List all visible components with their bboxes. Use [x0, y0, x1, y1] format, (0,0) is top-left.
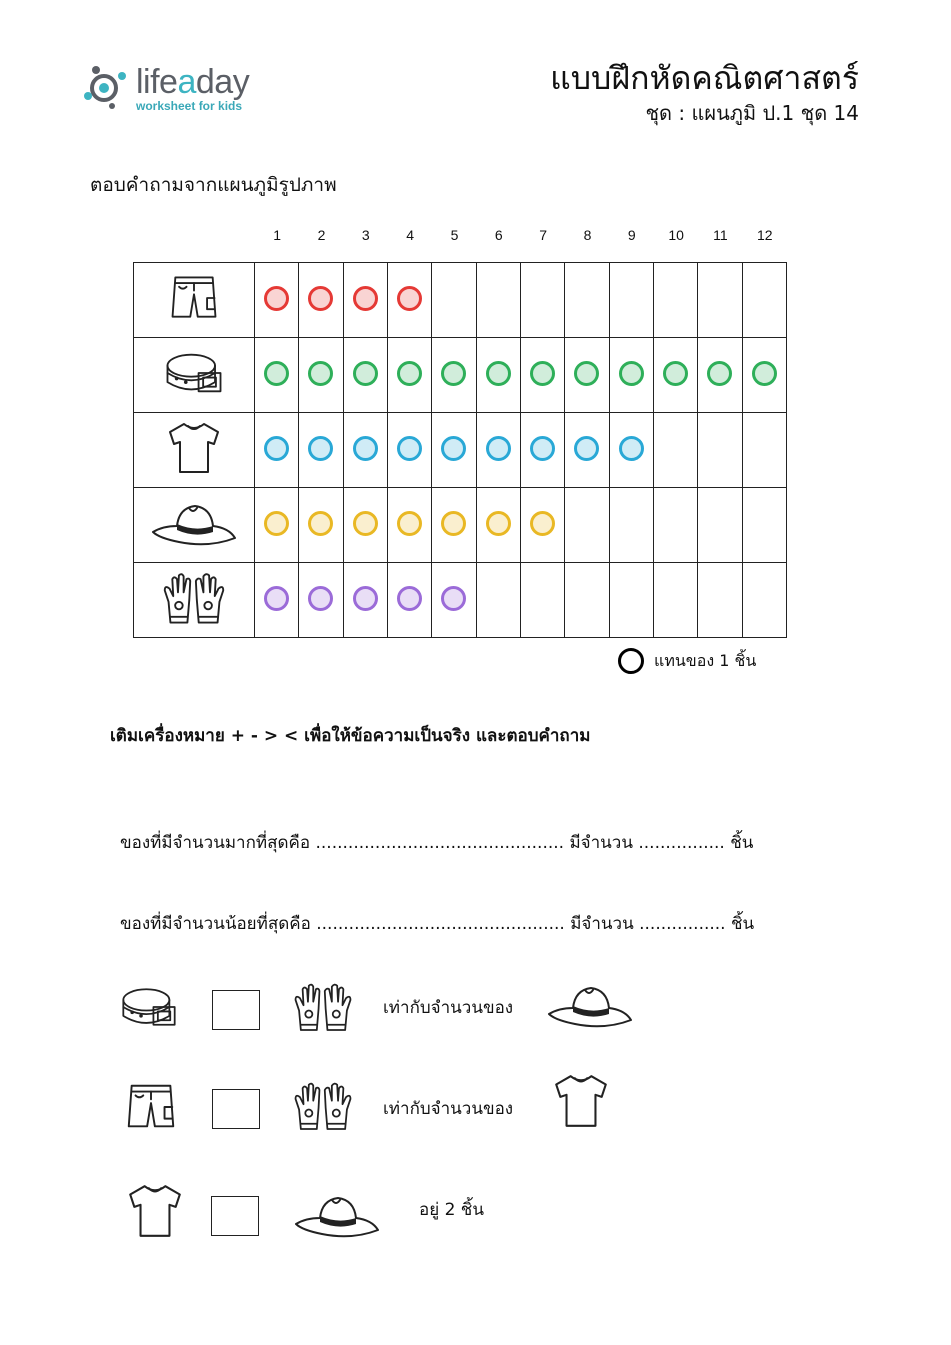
- count-circle: [353, 286, 378, 311]
- column-number: 5: [450, 227, 459, 243]
- count-circle: [574, 436, 599, 461]
- grid-cell: [653, 338, 697, 413]
- count-circle: [530, 361, 555, 386]
- question-most: ของที่มีจำนวนมากที่สุดคือ .............................................. มีจำนวน ................ ชิ้น: [120, 833, 754, 853]
- item-cell: [134, 488, 255, 563]
- count-circle: [486, 361, 511, 386]
- count-circle: [397, 286, 422, 311]
- grid-cell: [255, 488, 299, 563]
- column-number: 9: [627, 227, 636, 243]
- count-circle: [486, 511, 511, 536]
- page-title: แบบฝึกหัดคณิตศาสตร์: [550, 59, 859, 97]
- column-number: 11: [713, 227, 728, 243]
- shorts-icon: [164, 270, 224, 326]
- grid-cell: [653, 263, 697, 338]
- count-circle: [486, 436, 511, 461]
- table-row: [134, 488, 787, 563]
- grid-cell: [565, 413, 609, 488]
- tshirt-icon: [124, 1180, 186, 1242]
- grid-cell: [520, 338, 564, 413]
- compare-text-2: เท่ากับจำนวนของ: [383, 1099, 514, 1119]
- count-circle: [264, 361, 289, 386]
- column-number: 12: [756, 227, 773, 243]
- grid-cell: [698, 263, 742, 338]
- grid-cell: [432, 488, 476, 563]
- compare-text-3: อยู่ 2 ชิ้น: [419, 1200, 484, 1220]
- grid-cell: [742, 263, 786, 338]
- table-row: [134, 263, 787, 338]
- grid-cell: [343, 413, 387, 488]
- grid-cell: [565, 488, 609, 563]
- grid-cell: [432, 338, 476, 413]
- grid-cell: [299, 263, 343, 338]
- grid-cell: [299, 488, 343, 563]
- hat-icon: [292, 1190, 382, 1240]
- symbols-instruction: เติมเครื่องหมาย + - > < เพื่อให้ข้อความเป็นจริง และตอบคำถาม: [110, 726, 591, 746]
- tshirt-icon: [164, 418, 224, 478]
- count-circle: [308, 586, 333, 611]
- count-circle: [353, 436, 378, 461]
- grid-cell: [299, 338, 343, 413]
- count-circle: [308, 286, 333, 311]
- grid-cell: [698, 488, 742, 563]
- item-cell: [134, 413, 255, 488]
- grid-cell: [299, 413, 343, 488]
- grid-cell: [653, 413, 697, 488]
- grid-cell: [343, 263, 387, 338]
- count-circle: [264, 586, 289, 611]
- count-circle: [397, 511, 422, 536]
- count-circle: [707, 361, 732, 386]
- hat-icon: [149, 498, 239, 548]
- pictograph-table: [133, 262, 787, 638]
- table-row: [134, 413, 787, 488]
- count-circle: [619, 436, 644, 461]
- grid-cell: [565, 263, 609, 338]
- count-circle: [308, 361, 333, 386]
- column-number: 10: [668, 227, 684, 243]
- grid-cell: [387, 563, 431, 638]
- gloves-icon: [161, 569, 227, 627]
- answer-box-2[interactable]: [212, 1089, 260, 1129]
- gloves-icon: [292, 980, 354, 1034]
- grid-cell: [742, 338, 786, 413]
- grid-cell: [343, 563, 387, 638]
- hat-icon: [545, 980, 635, 1030]
- answer-box-3[interactable]: [211, 1196, 259, 1236]
- count-circle: [663, 361, 688, 386]
- compare-text-1: เท่ากับจำนวนของ: [383, 998, 514, 1018]
- count-circle: [530, 436, 555, 461]
- grid-cell: [520, 263, 564, 338]
- grid-cell: [609, 338, 653, 413]
- grid-cell: [653, 563, 697, 638]
- column-number: 3: [361, 227, 370, 243]
- grid-cell: [476, 488, 520, 563]
- belt-icon: [162, 345, 226, 401]
- count-circle: [397, 361, 422, 386]
- grid-cell: [299, 563, 343, 638]
- column-number: 1: [273, 227, 282, 243]
- grid-cell: [476, 338, 520, 413]
- question-least: ของที่มีจำนวนน้อยที่สุดคือ .............................................. มีจำนวน ................ ชิ้น: [120, 914, 755, 934]
- grid-cell: [255, 338, 299, 413]
- legend-text: แทนของ 1 ชิ้น: [654, 650, 757, 670]
- grid-cell: [698, 563, 742, 638]
- grid-cell: [742, 413, 786, 488]
- logo-icon: [82, 62, 132, 110]
- count-circle: [441, 436, 466, 461]
- count-circle: [752, 361, 777, 386]
- belt-icon: [118, 980, 180, 1034]
- grid-cell: [742, 563, 786, 638]
- grid-cell: [609, 488, 653, 563]
- count-circle: [264, 511, 289, 536]
- grid-cell: [476, 263, 520, 338]
- gloves-icon: [292, 1078, 354, 1134]
- item-cell: [134, 263, 255, 338]
- column-number: 7: [539, 227, 548, 243]
- count-circle: [264, 286, 289, 311]
- column-number: 2: [317, 227, 326, 243]
- grid-cell: [609, 413, 653, 488]
- count-circle: [397, 586, 422, 611]
- count-circle: [574, 361, 599, 386]
- grid-cell: [255, 263, 299, 338]
- grid-cell: [520, 413, 564, 488]
- shorts-icon: [120, 1078, 182, 1136]
- grid-cell: [387, 338, 431, 413]
- grid-cell: [565, 563, 609, 638]
- item-cell: [134, 563, 255, 638]
- grid-cell: [698, 413, 742, 488]
- grid-cell: [343, 488, 387, 563]
- grid-cell: [565, 338, 609, 413]
- count-circle: [308, 511, 333, 536]
- legend-circle-icon: [618, 648, 644, 674]
- item-cell: [134, 338, 255, 413]
- grid-cell: [255, 413, 299, 488]
- column-numbers: [255, 227, 787, 249]
- logo-tagline: worksheet for kids: [136, 99, 243, 113]
- count-circle: [619, 361, 644, 386]
- grid-cell: [520, 563, 564, 638]
- count-circle: [441, 586, 466, 611]
- count-circle: [353, 361, 378, 386]
- table-row: [134, 563, 787, 638]
- table-row: [134, 338, 787, 413]
- count-circle: [308, 436, 333, 461]
- grid-cell: [698, 338, 742, 413]
- count-circle: [353, 511, 378, 536]
- count-circle: [264, 436, 289, 461]
- legend: [618, 648, 756, 674]
- column-number: 4: [406, 227, 415, 243]
- grid-cell: [343, 338, 387, 413]
- count-circle: [441, 361, 466, 386]
- grid-cell: [432, 263, 476, 338]
- count-circle: [353, 586, 378, 611]
- answer-box-1[interactable]: [212, 990, 260, 1030]
- page-subtitle: ชุด : แผนภูมิ ป.1 ชุด 14: [645, 101, 859, 125]
- count-circle: [441, 511, 466, 536]
- chart-instruction: ตอบคำถามจากแผนภูมิรูปภาพ: [90, 174, 337, 196]
- grid-cell: [609, 563, 653, 638]
- column-number: 6: [494, 227, 503, 243]
- grid-cell: [520, 488, 564, 563]
- grid-cell: [476, 563, 520, 638]
- grid-cell: [255, 563, 299, 638]
- tshirt-icon: [550, 1070, 612, 1132]
- grid-cell: [609, 263, 653, 338]
- grid-cell: [432, 563, 476, 638]
- grid-cell: [432, 413, 476, 488]
- logo-wordmark: lifeaday: [136, 63, 250, 101]
- grid-cell: [476, 413, 520, 488]
- grid-cell: [653, 488, 697, 563]
- grid-cell: [387, 488, 431, 563]
- grid-cell: [387, 263, 431, 338]
- column-number: 8: [583, 227, 592, 243]
- grid-cell: [742, 488, 786, 563]
- count-circle: [397, 436, 422, 461]
- count-circle: [530, 511, 555, 536]
- grid-cell: [387, 413, 431, 488]
